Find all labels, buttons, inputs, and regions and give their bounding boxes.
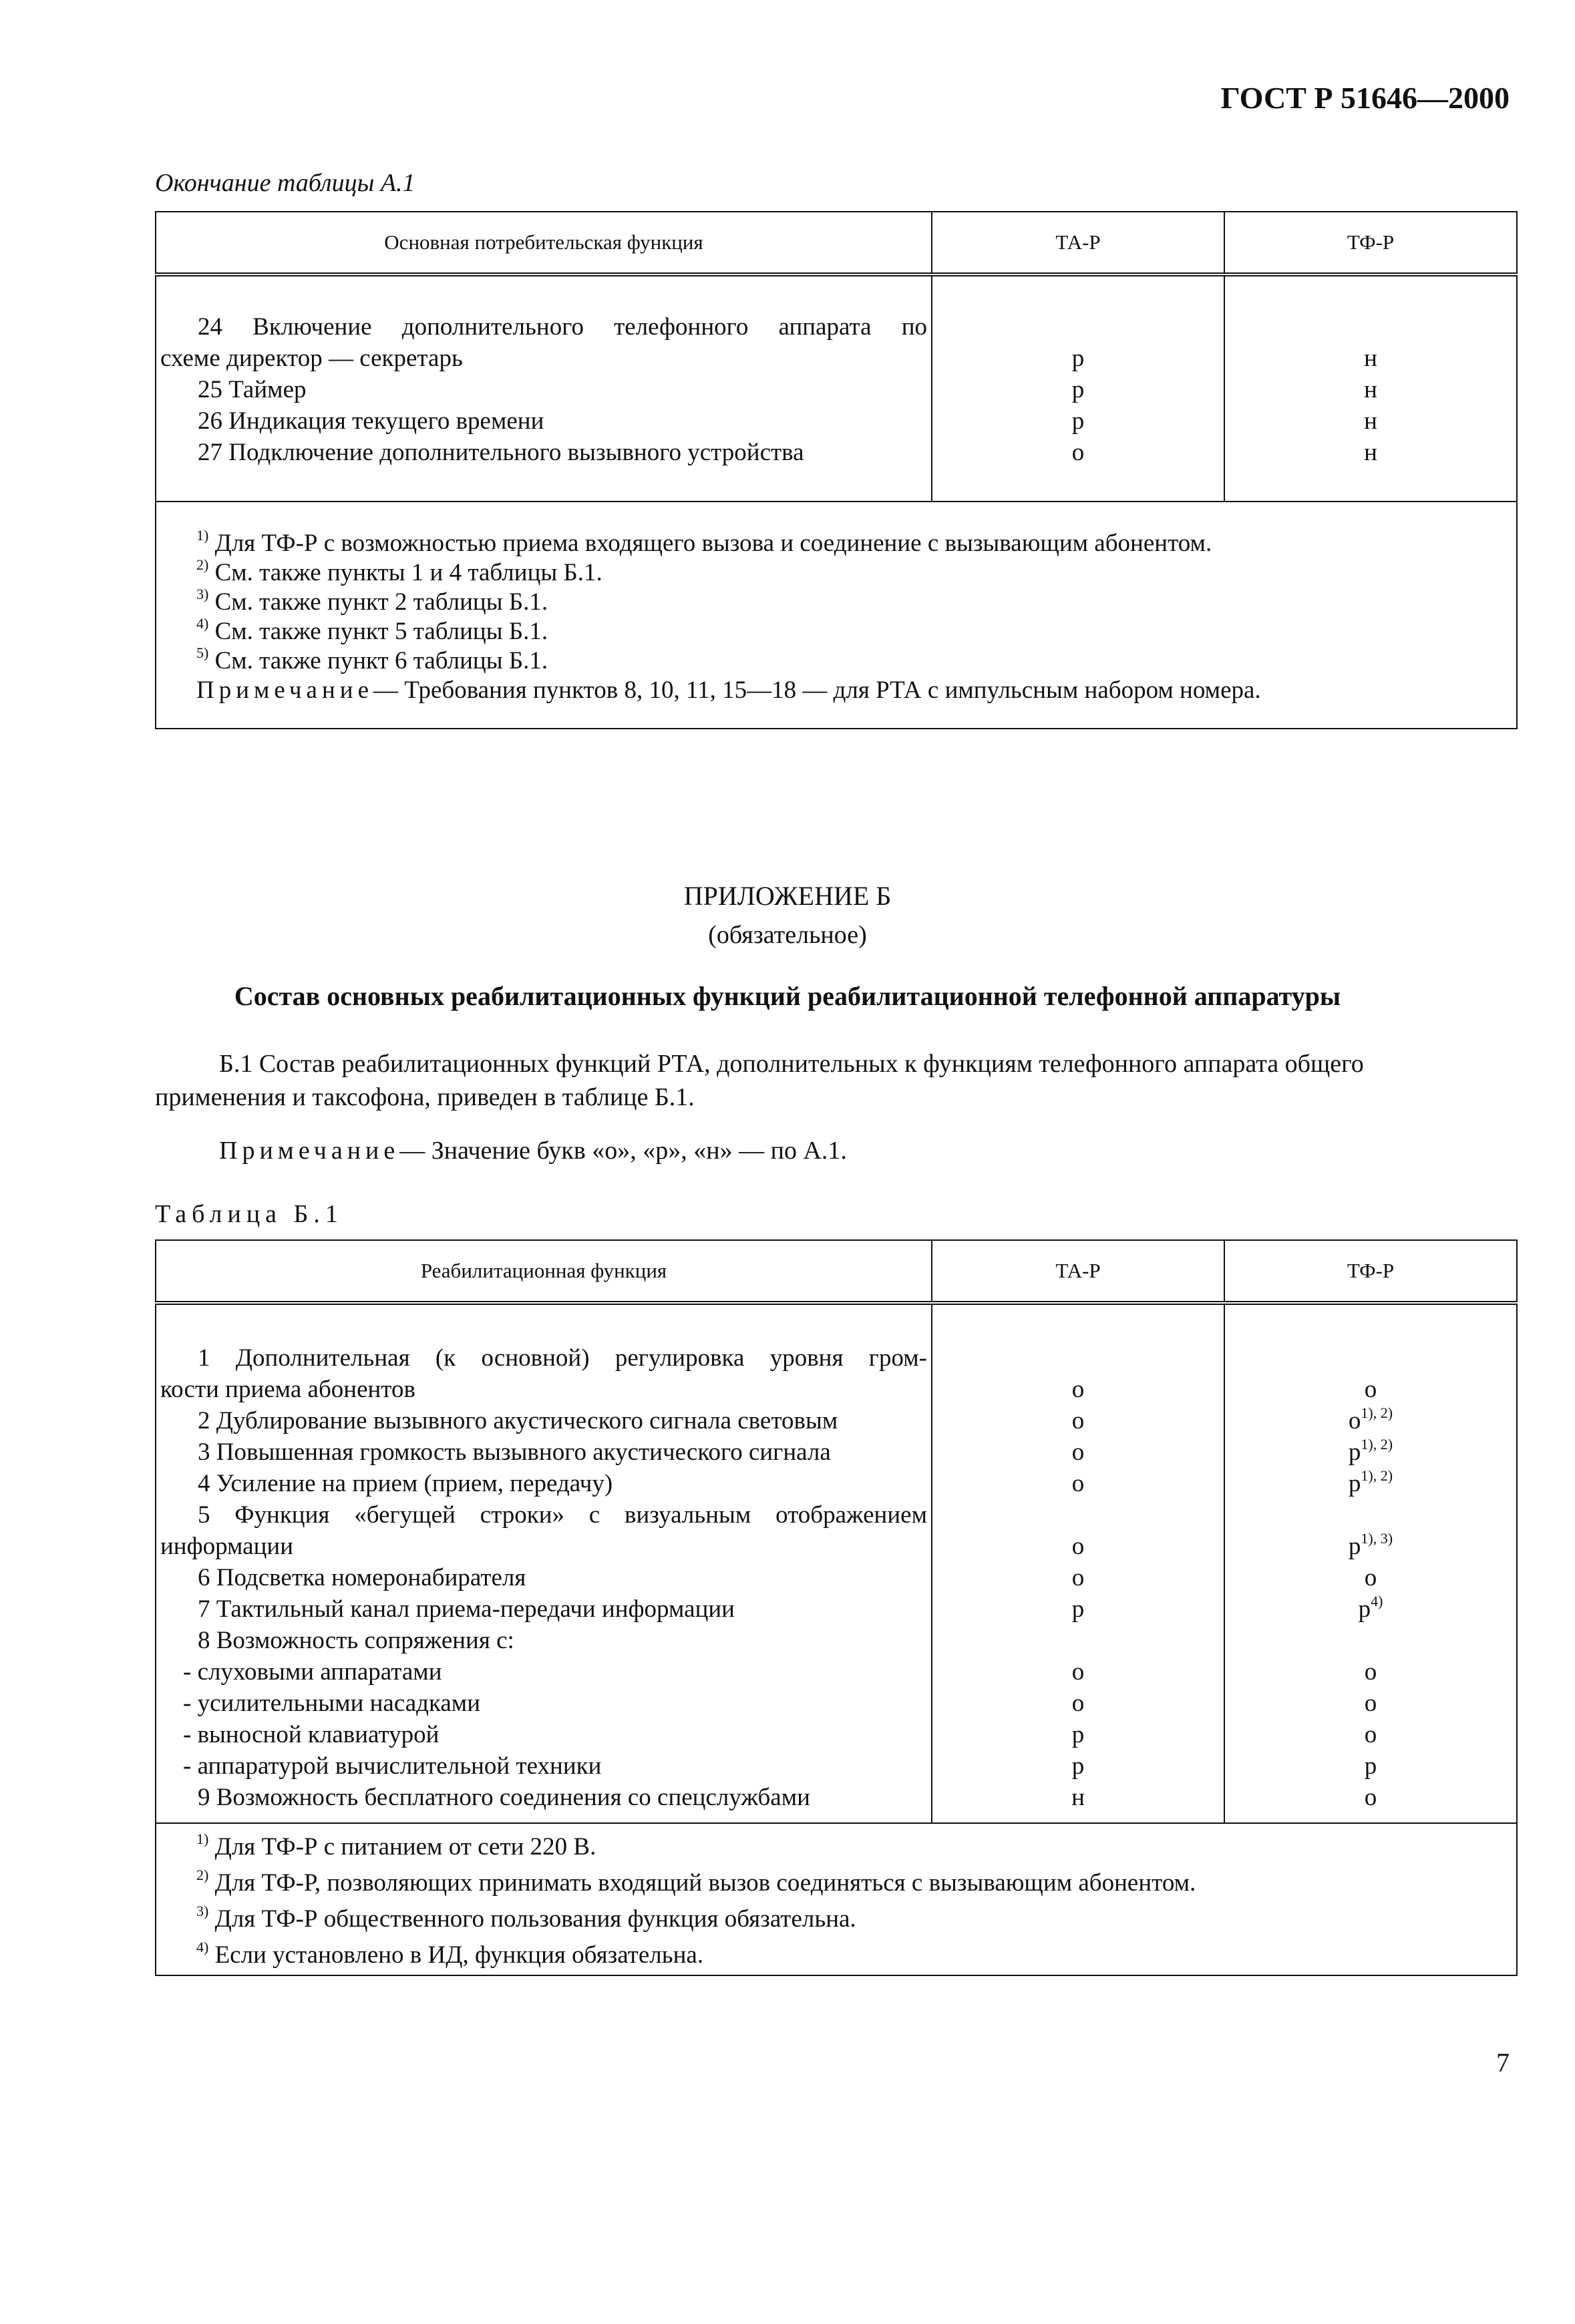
table-b-row-8: 8 Возможность сопряжения с: <box>198 1627 514 1654</box>
table-b-row-9: 9 Возможность бесплатного соединения со спецслужбами <box>198 1784 810 1811</box>
table-b-cell-ta: о <box>1071 1407 1085 1434</box>
table-b-cell-tf: $р^{1), 2)}$ <box>1348 1467 1393 1497</box>
table-b-cell-ta: о <box>1071 1690 1085 1717</box>
table-a-row-24-line1: 24 Включение дополнительного телефонного аппарата по <box>198 313 927 341</box>
table-a-body <box>156 274 1517 502</box>
table-b-body <box>156 1303 1517 1823</box>
table-b-label: Таблица Б.1 <box>155 1200 343 1228</box>
table-a <box>155 211 1518 729</box>
appendix-paragraph-line2: применения и таксофона, приведен в таблице Б.1. <box>155 1083 695 1111</box>
page-number: 7 <box>1496 2048 1510 2078</box>
table-b-footnotes <box>156 1823 1517 1975</box>
table-b-header-ta: ТА-Р <box>932 1240 1224 1303</box>
table-a-row-26: 26 Индикация текущего времени <box>198 407 544 435</box>
table-b-cell-tf: о <box>1364 1784 1377 1811</box>
table-b-row-4: 4 Усиление на прием (прием, передачу) <box>198 1470 613 1497</box>
table-b-row-6: 6 Подсветка номеронабирателя <box>198 1564 526 1591</box>
table-a-footnote: $^{1)}$ Для ТФ-Р с возможностью приема входящего вызова и соединение с вызывающим абонентом. <box>196 527 1212 557</box>
table-a-row-24-line2: схеме директор — секретарь <box>160 345 463 372</box>
table-b-footnote: $^{1)}$ Для ТФ-Р с питанием от сети 220 В. <box>196 1830 596 1861</box>
table-a-header-tf: ТФ-Р <box>1224 212 1517 274</box>
table-b-row-3: 3 Повышенная громкость вызывного акустического сигнала <box>198 1438 831 1466</box>
table-b-cell-ta: о <box>1071 1470 1085 1497</box>
table-a-cell-tf: н <box>1364 439 1377 466</box>
table-b-cell-ta: о <box>1071 1438 1085 1466</box>
table-a-cell-ta: р <box>1071 345 1085 372</box>
appendix-status: (обязательное) <box>708 921 867 949</box>
table-a-cell-ta: р <box>1071 376 1085 403</box>
table-b-cell-tf: о <box>1364 1564 1377 1591</box>
table-b-cell-ta: о <box>1071 1533 1085 1560</box>
table-a-cell-tf: н <box>1364 345 1377 372</box>
table-a-footnote: $^{3)}$ См. также пункт 2 таблицы Б.1. <box>196 586 548 616</box>
table-a-cell-tf: н <box>1364 407 1377 435</box>
table-b-row-5-line1: 5 Функция «бегущей строки» с визуальным отображением <box>198 1501 927 1529</box>
table-a-caption: Окончание таблицы А.1 <box>155 169 415 197</box>
table-b-cell-ta: р <box>1071 1595 1085 1623</box>
table-b-cell-ta: о <box>1071 1658 1085 1686</box>
table-b-cell-ta: р <box>1071 1752 1085 1780</box>
appendix-note: Примечание— Значение букв «о», «р», «н» — по А.1. <box>219 1137 847 1165</box>
table-a-header-ta: ТА-Р <box>932 212 1224 274</box>
table-b-cell-tf <box>1225 1625 1516 1656</box>
table-b <box>155 1239 1518 1976</box>
table-b-cell-ta: н <box>1071 1784 1085 1811</box>
table-a-footnotes <box>156 502 1517 729</box>
table-b-row-8-sub: - выносной клавиатурой <box>183 1721 440 1748</box>
table-a-cell-ta: р <box>1071 407 1085 435</box>
table-b-row-1-line1: 1 Дополнительная (к основной) регулировка уровня гром- <box>198 1344 927 1372</box>
table-b-footnote: $^{4)}$ Если установлено в ИД, функция обязательна. <box>196 1939 704 1969</box>
appendix-heading: Состав основных реабилитационных функций реабилитационной телефонной аппаратуры <box>234 981 1341 1011</box>
table-b-cell-tf: $р^{1), 2)}$ <box>1348 1436 1393 1466</box>
table-a-footnote: $^{2)}$ См. также пункты 1 и 4 таблицы Б.1. <box>196 556 602 586</box>
table-b-row-8-sub: - усилительными насадками <box>183 1690 481 1717</box>
appendix-paragraph <box>155 1047 1512 1114</box>
table-b-row-8-sub: - аппаратурой вычислительной техники <box>183 1752 602 1780</box>
table-b-row-7: 7 Тактильный канал приема-передачи информации <box>198 1595 735 1623</box>
table-b-cell-tf: $р^{1), 3)}$ <box>1348 1530 1393 1560</box>
table-b-cell-tf: о <box>1364 1658 1377 1686</box>
table-a-row-25: 25 Таймер <box>198 376 307 403</box>
table-b-header-tf: ТФ-Р <box>1224 1240 1517 1303</box>
table-b-row-2: 2 Дублирование вызывного акустического сигнала световым <box>198 1407 838 1434</box>
table-b-footnote: $^{2)}$ Для ТФ-Р, позволяющих принимать входящий вызов соединяться с вызывающим абонентом. <box>196 1867 1196 1897</box>
table-a-cell-ta: о <box>1071 439 1085 466</box>
table-b-cell-ta: о <box>1071 1376 1085 1403</box>
table-b-cell-tf: $р^{4)}$ <box>1358 1593 1383 1623</box>
table-a-footnote: $^{4)}$ См. также пункт 5 таблицы Б.1. <box>196 615 548 645</box>
table-a-note: Примечание— Требования пунктов 8, 10, 11, 15—18 — для РТА с импульсным набором номера. <box>196 676 1261 704</box>
table-b-cell-tf: о <box>1364 1376 1377 1403</box>
table-a-cell-tf: н <box>1364 376 1377 403</box>
table-a-footnote: $^{5)}$ См. также пункт 6 таблицы Б.1. <box>196 644 548 674</box>
table-b-row-1-line2: кости приема абонентов <box>160 1376 415 1403</box>
appendix-paragraph-line1: Б.1 Состав реабилитационных функций РТА, дополнительных к функциям телефонного аппарата общего <box>219 1050 1364 1078</box>
table-b-footnote: $^{3)}$ Для ТФ-Р общественного пользования функция обязательна. <box>196 1903 856 1933</box>
appendix-title: ПРИЛОЖЕНИЕ Б <box>683 881 892 911</box>
table-b-cell-tf: $о^{1), 2)}$ <box>1348 1404 1393 1434</box>
table-b-cell-tf: о <box>1364 1721 1377 1748</box>
table-b-cell-ta: о <box>1071 1564 1085 1591</box>
table-b-row-5-line2: информации <box>160 1533 294 1560</box>
table-b-cell-ta <box>932 1625 1224 1656</box>
table-b-header-function: Реабилитационная функция <box>156 1240 932 1303</box>
table-b-row-8-sub: - слуховыми аппаратами <box>183 1658 442 1686</box>
table-b-cell-tf: о <box>1364 1690 1377 1717</box>
document-id: ГОСТ Р 51646—2000 <box>1220 81 1510 115</box>
table-a-row-27: 27 Подключение дополнительного вызывного устройства <box>198 439 804 466</box>
table-b-cell-ta: р <box>1071 1721 1085 1748</box>
table-a-header-function: Основная потребительская функция <box>156 212 932 274</box>
table-b-cell-tf: р <box>1364 1752 1377 1780</box>
